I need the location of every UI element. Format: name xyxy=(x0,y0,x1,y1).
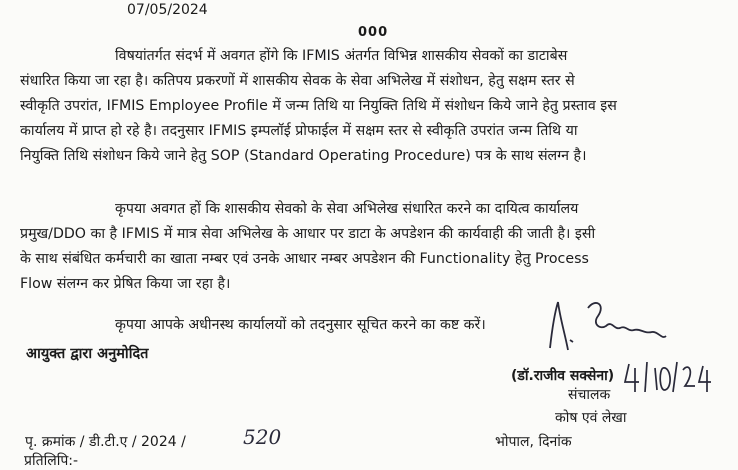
paragraph-2 xyxy=(20,197,680,297)
para1-line-3: स्वीकृति उपरांत, IFMIS Employee Profile में जन्म तिथि या नियुक्ति तिथि में संशोधन किये जाने हेतु प्रस्ताव इस xyxy=(20,98,617,114)
para1-line-2: संधारित किया जा रहा है। कतिपय प्रकरणों में शासकीय सेवक के सेवा अभिलेख में संशोधन, हेतु सक्षम स्तर से xyxy=(20,73,575,89)
paragraph-1 xyxy=(20,44,680,169)
para2-line-1: कृपया अवगत हों कि शासकीय सेवको के सेवा अभिलेख संधारित करने का दायित्व कार्यालय xyxy=(115,201,579,217)
paragraph-3: कृपया आपके अधीनस्थ कार्यालयों को तदनुसार सूचित करने का कष्ट करें। xyxy=(115,317,486,333)
para1-line-4: कार्यालय में प्राप्त हो रहे है। तदनुसार IFMIS इम्पलॉई प्रोफाईल में सक्षम स्तर से स्वीकृति उपरांत जन्म तिथि या xyxy=(20,123,578,139)
signatory-name: (डॉ.राजीव सक्सेना) xyxy=(511,368,615,384)
place-date: भोपाल, दिनांक xyxy=(495,434,572,450)
letter-date: 07/05/2024 xyxy=(127,2,208,18)
signatory-designation: संचालक xyxy=(568,387,611,403)
handwritten-date-mark xyxy=(623,358,713,398)
separator: 000 xyxy=(358,25,389,40)
approval-note: आयुक्त द्वारा अनुमोदित xyxy=(26,346,149,362)
reference-number: 520 xyxy=(243,425,282,449)
para2-line-2: प्रमुख/DDO का है IFMIS में मात्र सेवा अभिलेख के आधार पर डाटा के अपडेशन की कार्यवाही की जाती है। इसी xyxy=(20,226,596,242)
para1-line-5: नियुक्ति तिथि संशोधन किये जाने हेतु SOP (Standard Operating Procedure) पत्र के साथ संलग्न है। xyxy=(20,148,587,164)
para1-line-1: विषयांतर्गत संदर्भ में अवगत होंगे कि IFMIS अंतर्गत विभिन्न शासकीय सेवकों का डाटाबेस xyxy=(115,48,568,64)
para2-line-3: के साथ संबंधित कर्मचारी का खाता नम्बर एवं उनके आधार नम्बर अपडेशन की Functionality हेतु Process xyxy=(20,251,589,267)
reference-label: पृ. क्रमांक / डी.टी.ए / 2024 / xyxy=(25,434,186,450)
para2-line-4: Flow संलग्न कर प्रेषित किया जा रहा है। xyxy=(20,276,231,292)
signatory-department: कोष एवं लेखा xyxy=(555,410,627,426)
copy-to: प्रतिलिपि:- xyxy=(24,453,79,469)
